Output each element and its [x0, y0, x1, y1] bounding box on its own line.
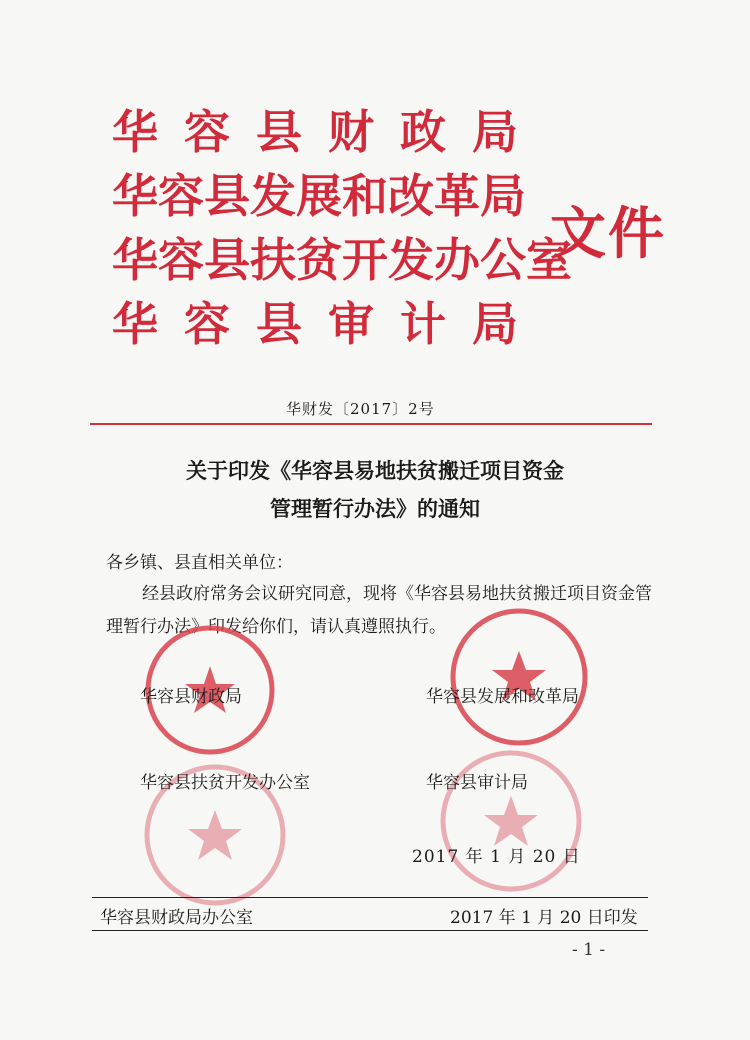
development-bureau-seal [446, 604, 592, 750]
document-title [120, 452, 630, 528]
footer-print-date: 2017 年 1 月 20 日印发 [450, 908, 638, 928]
signature-audit-bureau: 华容县审计局 [426, 773, 528, 793]
issuer-header [112, 100, 572, 356]
page-number: - 1 - [572, 940, 606, 960]
issuer-audit-bureau: 华容县审计局 [112, 297, 544, 351]
document-number: 华财发〔2017〕2号 [286, 400, 435, 418]
signature-poverty-office: 华容县扶贫开发办公室 [140, 773, 310, 793]
signature-date: 2017 年 1 月 20 日 [412, 847, 581, 867]
signature-finance-bureau: 华容县财政局 [140, 687, 242, 707]
document-label: 文件 [550, 201, 666, 267]
signature-development-bureau: 华容县发展和改革局 [426, 687, 579, 707]
salutation: 各乡镇、县直相关单位： [106, 553, 293, 573]
issuer-poverty-office: 华容县扶贫开发办公室 [112, 233, 572, 287]
title-line-2: 管理暂行办法》的通知 [270, 496, 480, 521]
title-line-1: 关于印发《华容县易地扶贫搬迁项目资金 [186, 458, 564, 483]
footer-issuing-office: 华容县财政局办公室 [100, 908, 253, 928]
footer-bottom-rule [92, 930, 648, 931]
body-paragraph: 经县政府常务会议研究同意，现将《华容县易地扶贫搬迁项目资金管理暂行办法》印发给你们，请认真遵照执行。 [106, 584, 652, 637]
red-divider [90, 423, 652, 425]
issuer-finance-bureau: 华容县财政局 [112, 105, 544, 159]
footer-top-rule [92, 897, 648, 898]
issuer-development-bureau: 华容县发展和改革局 [112, 169, 526, 223]
